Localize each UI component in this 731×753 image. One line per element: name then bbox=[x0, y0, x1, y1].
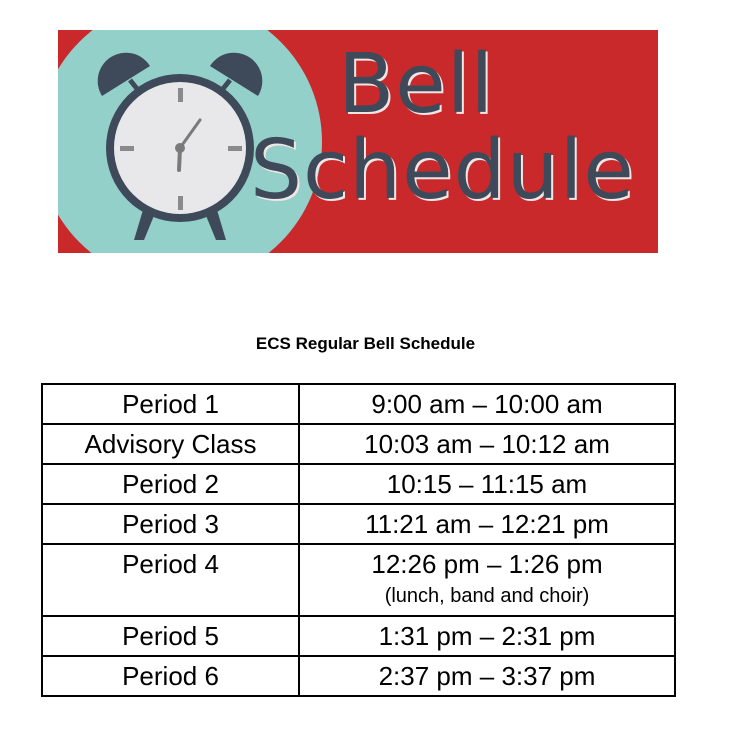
period-cell: Period 2 bbox=[42, 464, 299, 504]
period-cell: Period 1 bbox=[42, 384, 299, 424]
time-cell bbox=[299, 544, 675, 616]
period-cell: Period 3 bbox=[42, 504, 299, 544]
table-row bbox=[42, 544, 675, 616]
time-cell: 11:21 am – 12:21 pm bbox=[299, 504, 675, 544]
period-cell: Advisory Class bbox=[42, 424, 299, 464]
time-cell: 2:37 pm – 3:37 pm bbox=[299, 656, 675, 696]
table-row bbox=[42, 424, 675, 464]
time-text: 12:26 pm – 1:26 pm bbox=[371, 549, 603, 579]
table-row bbox=[42, 504, 675, 544]
period-cell: Period 6 bbox=[42, 656, 299, 696]
period-cell: Period 4 bbox=[42, 544, 299, 616]
time-note: (lunch, band and choir) bbox=[384, 585, 590, 607]
table-row bbox=[42, 616, 675, 656]
table-row bbox=[42, 656, 675, 696]
period-cell: Period 5 bbox=[42, 616, 299, 656]
time-cell: 10:15 – 11:15 am bbox=[299, 464, 675, 504]
table-row bbox=[42, 384, 675, 424]
time-cell: 1:31 pm – 2:31 pm bbox=[299, 616, 675, 656]
time-cell: 10:03 am – 10:12 am bbox=[299, 424, 675, 464]
time-cell: 9:00 am – 10:00 am bbox=[299, 384, 675, 424]
schedule-title: ECS Regular Bell Schedule bbox=[255, 334, 476, 353]
bell-schedule-table bbox=[41, 383, 676, 697]
table-row bbox=[42, 464, 675, 504]
banner-title-bell: Bell bbox=[338, 37, 495, 132]
bell-schedule-banner bbox=[58, 30, 658, 253]
banner-title-schedule: Schedule bbox=[250, 123, 635, 218]
